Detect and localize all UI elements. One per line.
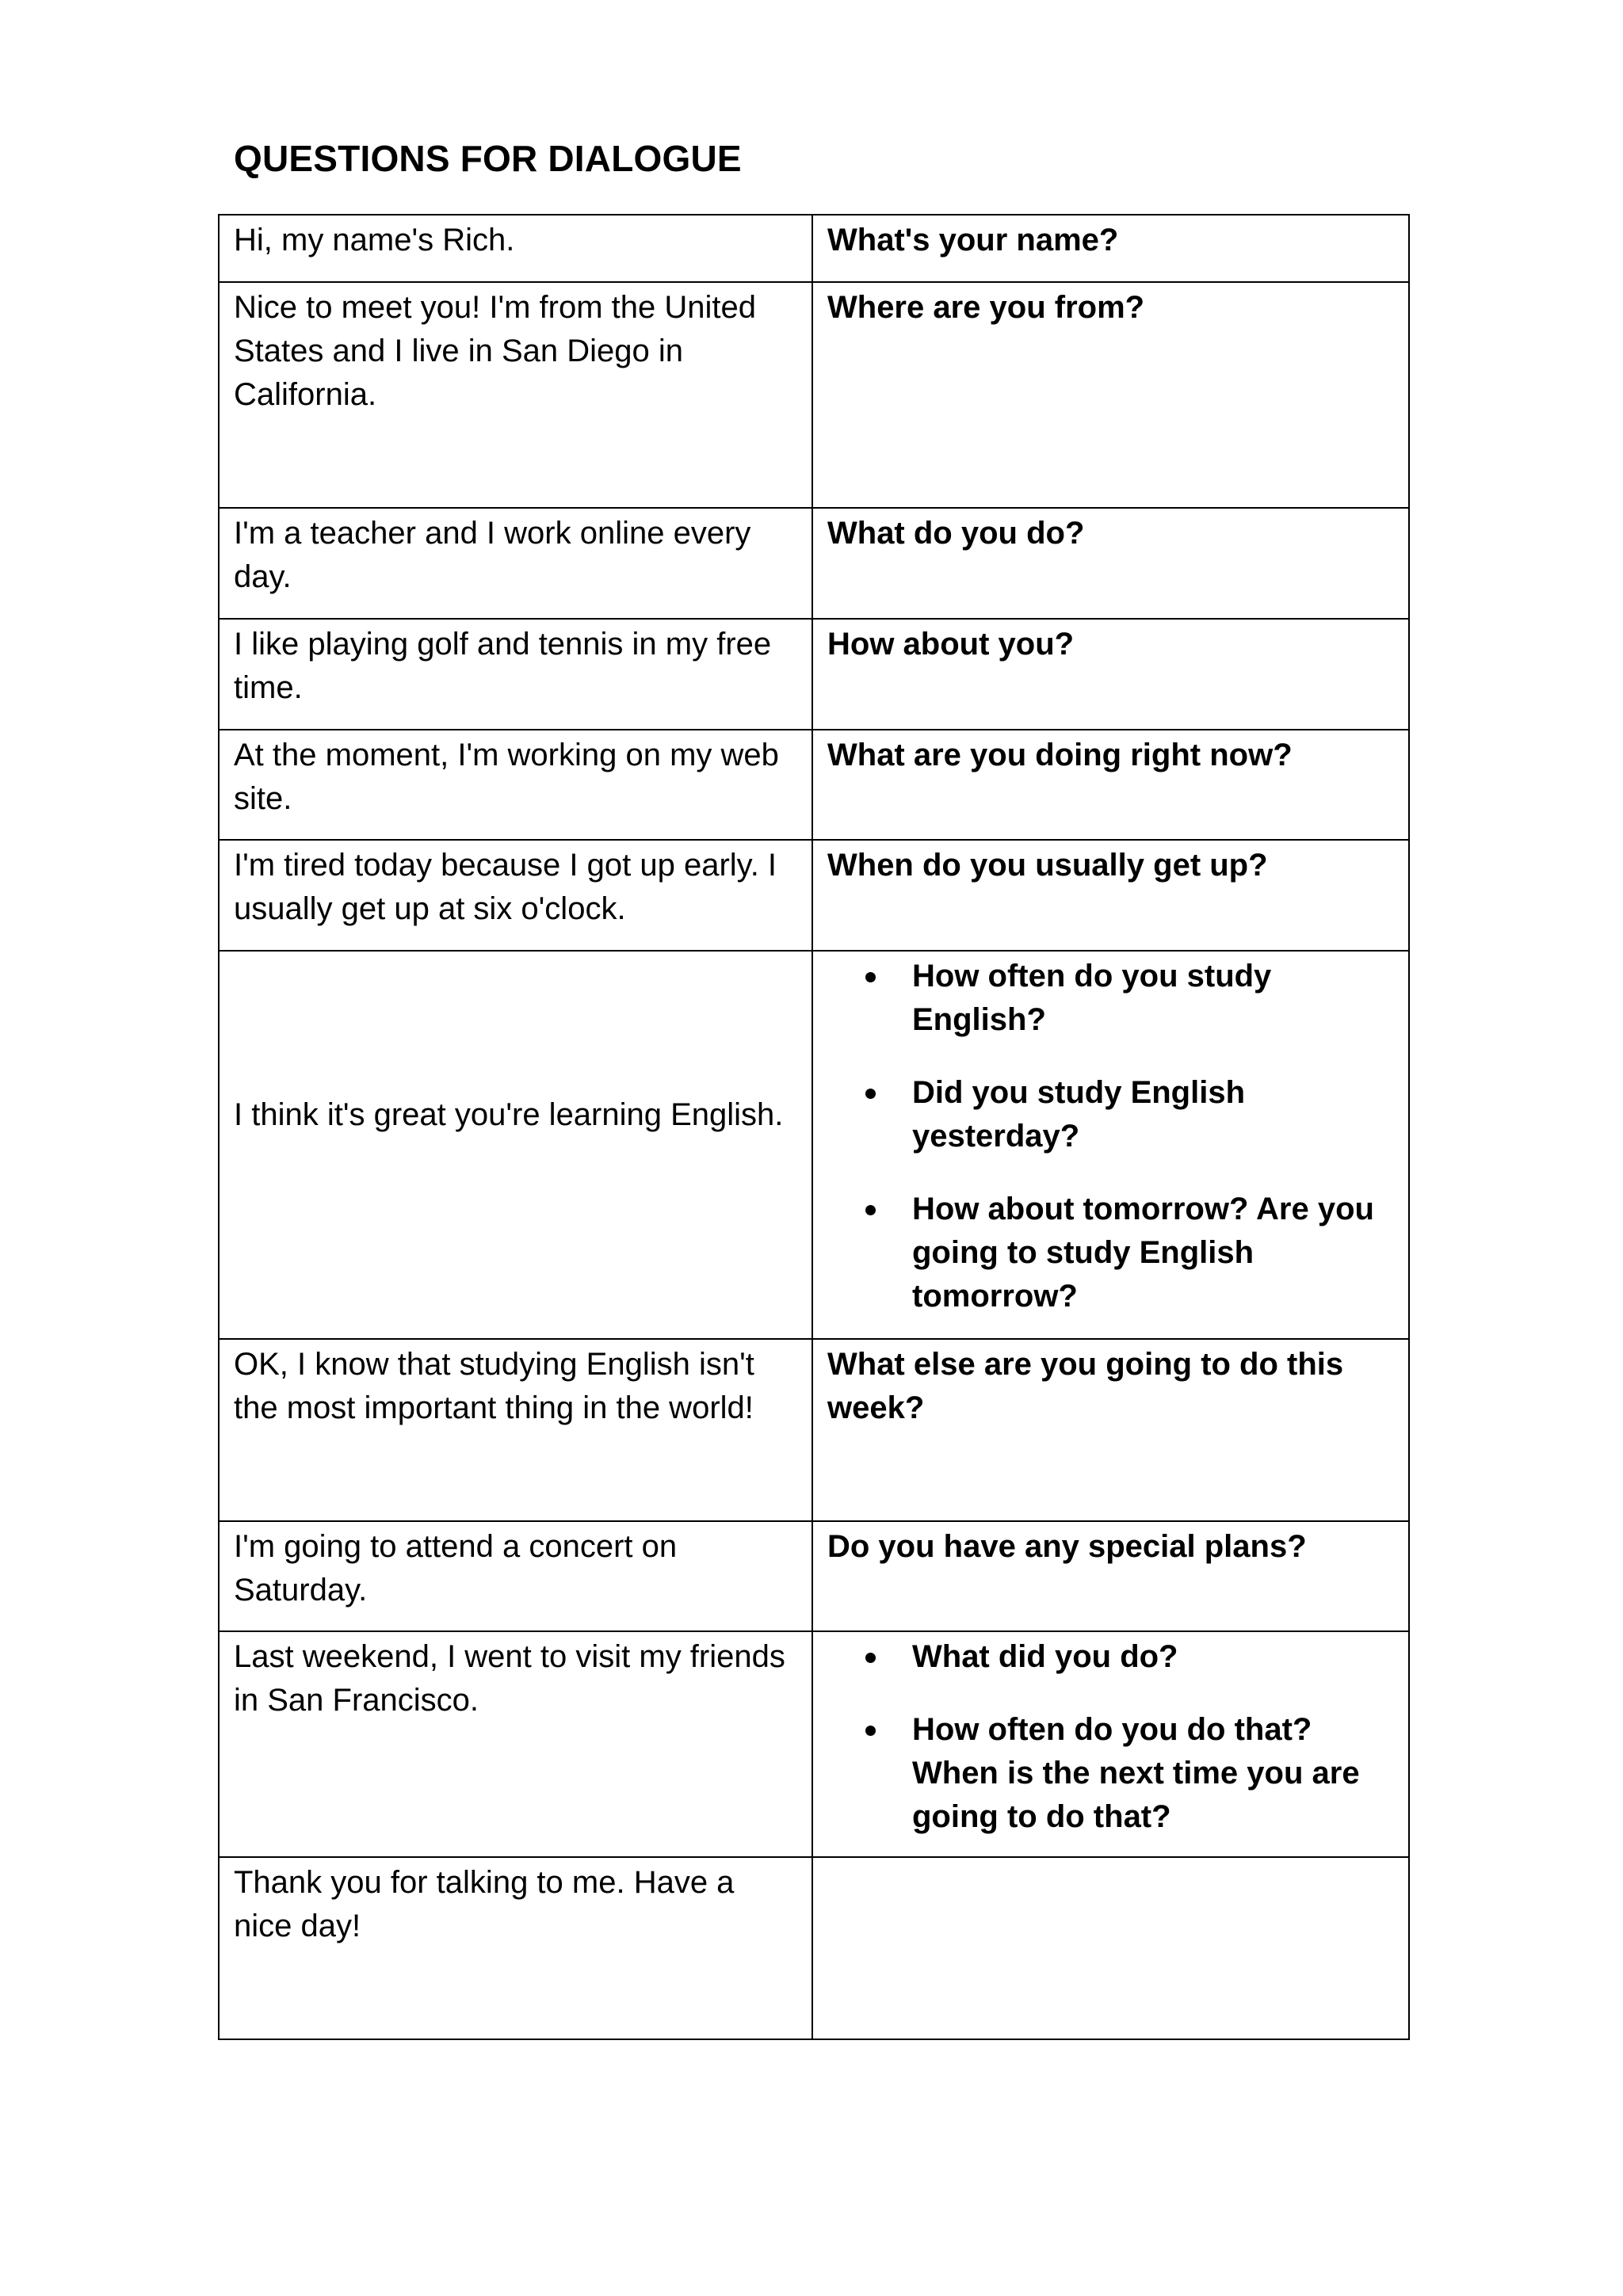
question-cell: When do you usually get up?: [812, 840, 1409, 951]
statement-cell: OK, I know that studying English isn't the most important thing in the world!: [219, 1339, 812, 1521]
statement-cell: Hi, my name's Rich.: [219, 215, 812, 282]
statement-cell: At the moment, I'm working on my web site.: [219, 730, 812, 840]
question-cell: [812, 951, 1409, 1339]
question-cell: Do you have any special plans?: [812, 1521, 1409, 1631]
question-item: What did you do?: [912, 1635, 1394, 1679]
table-row: [219, 215, 1409, 282]
table-row: [219, 951, 1409, 1339]
table-row: [219, 1857, 1409, 2039]
question-list: [827, 1635, 1394, 1839]
question-cell: What's your name?: [812, 215, 1409, 282]
question-item: How about tomorrow? Are you going to study English tomorrow?: [912, 1188, 1394, 1318]
table-row: [219, 282, 1409, 508]
bullet-icon: [865, 1205, 876, 1215]
table-row: [219, 508, 1409, 619]
bullet-icon: [865, 1089, 876, 1099]
question-item: How often do you do that? When is the next time you are going to do that?: [912, 1708, 1394, 1839]
question-cell: What do you do?: [812, 508, 1409, 619]
statement-cell: Thank you for talking to me. Have a nice day!: [219, 1857, 812, 2039]
dialogue-table: [218, 214, 1410, 2040]
question-item: How often do you study English?: [912, 955, 1394, 1042]
statement-cell: I'm a teacher and I work online every day.: [219, 508, 812, 619]
page-title: QUESTIONS FOR DIALOGUE: [234, 138, 742, 179]
statement-cell: I'm tired today because I got up early. I usually get up at six o'clock.: [219, 840, 812, 951]
question-list: [827, 955, 1394, 1318]
question-cell: What are you doing right now?: [812, 730, 1409, 840]
question-cell: How about you?: [812, 619, 1409, 730]
bullet-icon: [865, 972, 876, 982]
table-row: [219, 840, 1409, 951]
statement-cell: I'm going to attend a concert on Saturday.: [219, 1521, 812, 1631]
table-row: [219, 1339, 1409, 1521]
table-row: [219, 730, 1409, 840]
question-cell-empty: [812, 1857, 1409, 2039]
statement-cell: Last weekend, I went to visit my friends in San Francisco.: [219, 1631, 812, 1857]
question-item: Did you study English yesterday?: [912, 1071, 1394, 1158]
statement-cell: Nice to meet you! I'm from the United States and I live in San Diego in California.: [219, 282, 812, 508]
statement-text: I think it's great you're learning English.: [234, 1097, 784, 1132]
table-row: [219, 1521, 1409, 1631]
table-row: [219, 619, 1409, 730]
bullet-icon: [865, 1726, 876, 1736]
question-cell: [812, 1631, 1409, 1857]
bullet-icon: [865, 1653, 876, 1663]
question-cell: Where are you from?: [812, 282, 1409, 508]
question-cell: What else are you going to do this week?: [812, 1339, 1409, 1521]
statement-cell: I like playing golf and tennis in my free time.: [219, 619, 812, 730]
statement-cell: [219, 951, 812, 1339]
table-row: [219, 1631, 1409, 1857]
